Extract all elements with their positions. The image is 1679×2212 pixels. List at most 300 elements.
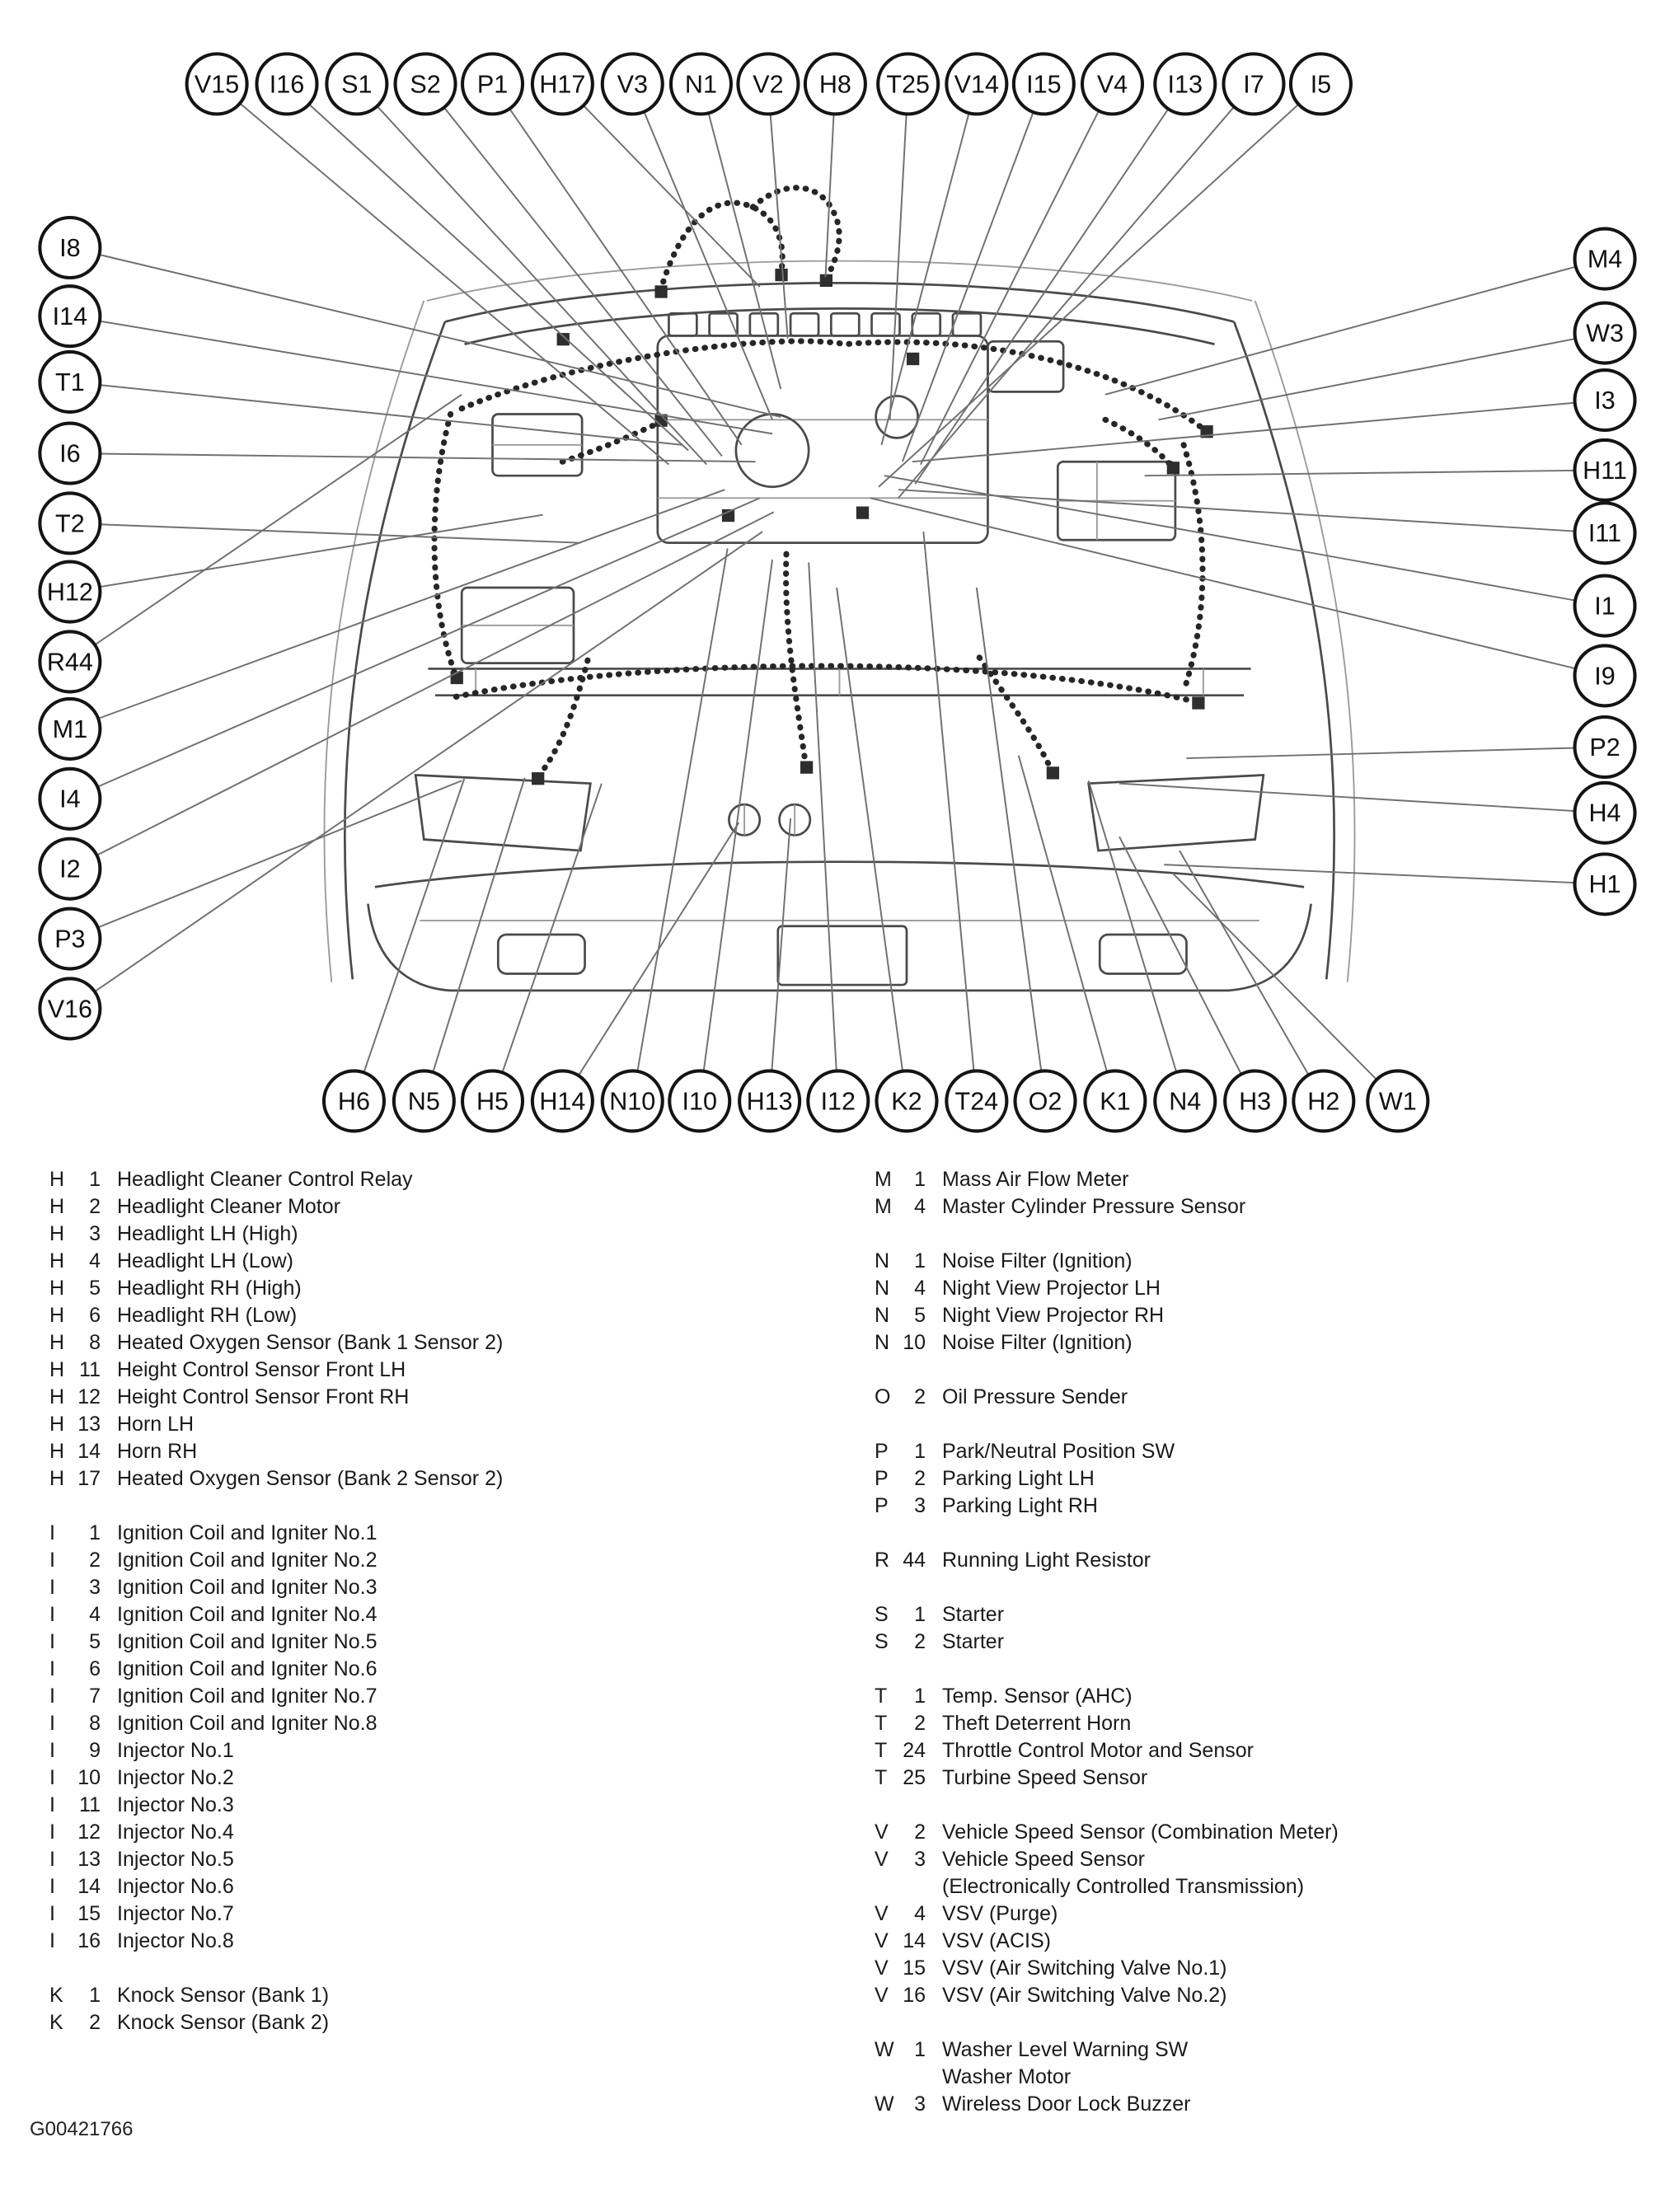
legend-code-letter: H — [49, 1331, 65, 1354]
callout-label: V14 — [954, 70, 1000, 99]
legend-entry — [875, 1683, 1339, 1710]
legend-description: Heated Oxygen Sensor (Bank 1 Sensor 2) — [117, 1331, 504, 1354]
legend-description: Oil Pressure Sender — [942, 1385, 1128, 1408]
legend-group-T — [875, 1683, 1339, 1792]
leader-line — [1164, 865, 1574, 883]
leader-line — [921, 110, 1099, 464]
legend-description: Night View Projector LH — [942, 1277, 1161, 1300]
legend-entry — [875, 1384, 1339, 1411]
callout-label: K2 — [891, 1087, 922, 1116]
legend-code — [49, 1302, 101, 1329]
legend-code-letter: V — [875, 1848, 889, 1871]
legend-code-number: 1 — [89, 1521, 101, 1544]
legend-code-letter: T — [875, 1685, 888, 1708]
legend-code-letter: P — [875, 1494, 889, 1517]
legend-description: Running Light Resistor — [942, 1549, 1151, 1572]
callout-label: H1 — [1588, 870, 1621, 899]
legend-description: Ignition Coil and Igniter No.4 — [117, 1603, 378, 1626]
callout-label: I7 — [1243, 70, 1264, 99]
callout-label: I1 — [1594, 592, 1616, 621]
leader-line — [1089, 780, 1177, 1072]
legend-entry — [49, 1982, 875, 2009]
leader-line — [837, 588, 903, 1071]
legend-code-letter: P — [875, 1440, 889, 1463]
figure-id: G00421766 — [30, 2118, 134, 2140]
callout-P3 — [40, 780, 462, 968]
legend-entry — [875, 1710, 1339, 1737]
leader-line — [898, 107, 1234, 499]
callout-label: N5 — [407, 1087, 440, 1116]
legend-code-letter: N — [875, 1277, 890, 1300]
legend-code-number: 2 — [89, 1195, 101, 1218]
callout-label: W3 — [1586, 319, 1624, 348]
legend-code-letter: I — [49, 1576, 55, 1599]
legend-code-letter: W — [875, 2092, 894, 2116]
callout-I3 — [912, 370, 1635, 462]
legend-code — [49, 1275, 101, 1302]
legend-description: Headlight RH (Low) — [117, 1304, 298, 1327]
callout-label: R44 — [46, 648, 93, 677]
legend-code-number: 17 — [77, 1467, 101, 1490]
legend-description: Vehicle Speed Sensor (Combination Meter) — [942, 1821, 1339, 1844]
legend-entry — [875, 1302, 1339, 1329]
legend-code-letter: M — [875, 1168, 892, 1191]
legend-entry — [875, 1900, 1339, 1928]
legend-group-W — [875, 2036, 1339, 2118]
legend-code-letter: H — [49, 1195, 65, 1218]
legend-entry — [49, 1221, 875, 1248]
legend-description: Injector No.4 — [117, 1821, 234, 1844]
legend-code-number: 1 — [89, 1984, 101, 2007]
engine-bay-illustration — [324, 188, 1354, 991]
legend-entry — [49, 1248, 875, 1275]
legend-code — [49, 1574, 101, 1601]
leader-line — [704, 560, 772, 1071]
legend-description: Headlight RH (High) — [117, 1277, 302, 1300]
leader-line — [771, 114, 788, 339]
leader-line — [96, 512, 773, 855]
legend-entry — [49, 1329, 875, 1357]
legend-code-letter: H — [49, 1222, 65, 1245]
legend-description: Master Cylinder Pressure Sensor — [942, 1195, 1246, 1218]
legend-group-P — [875, 1438, 1339, 1520]
legend-entry — [49, 1357, 875, 1384]
legend-description: VSV (Air Switching Valve No.1) — [942, 1957, 1227, 1980]
legend-code — [875, 1275, 926, 1302]
callout-label: H17 — [539, 70, 586, 99]
legend-code-number: 13 — [77, 1413, 101, 1436]
legend-description: Injector No.5 — [117, 1848, 234, 1871]
legend-code-letter: P — [875, 1467, 889, 1490]
legend-entry — [49, 1900, 875, 1928]
legend-code — [49, 1928, 101, 1955]
legend-code-letter: I — [49, 1712, 55, 1735]
callout-label: M4 — [1587, 245, 1623, 274]
legend-code-number: 13 — [77, 1848, 101, 1871]
legend-description: Headlight LH (High) — [117, 1222, 298, 1245]
legend-code — [49, 1601, 101, 1629]
callout-label: S1 — [341, 70, 373, 99]
legend-description: Headlight Cleaner Control Relay — [117, 1168, 413, 1191]
legend-code-number: 16 — [903, 1984, 926, 2007]
legend-description: Injector No.6 — [117, 1875, 234, 1898]
legend-group-O — [875, 1384, 1339, 1411]
leader-line — [100, 385, 682, 445]
legend-entry — [49, 1438, 875, 1465]
legend-entry — [875, 1275, 1339, 1302]
legend-code — [875, 2091, 926, 2118]
leader-line — [912, 403, 1575, 462]
legend-description: Noise Filter (Ignition) — [942, 1249, 1133, 1272]
legend-code — [875, 1493, 926, 1520]
legend-code-letter: I — [49, 1739, 55, 1762]
legend-description: Knock Sensor (Bank 2) — [117, 2011, 330, 2034]
legend-entry — [875, 1846, 1339, 1873]
legend-code — [49, 1982, 101, 2009]
legend-code — [49, 1357, 101, 1384]
legend-code-letter: T — [875, 1766, 888, 1789]
callout-label: K1 — [1100, 1087, 1131, 1116]
legend-entry — [49, 1193, 875, 1221]
callout-label: S2 — [410, 70, 441, 99]
leader-line — [1145, 471, 1575, 476]
leader-line — [509, 109, 741, 445]
legend-code-number: 2 — [89, 1549, 101, 1572]
legend-description: Park/Neutral Position SW — [942, 1440, 1175, 1463]
legend-entry — [49, 2009, 875, 2036]
callout-N10 — [603, 548, 728, 1131]
legend-entry — [49, 1384, 875, 1411]
legend-code — [875, 1438, 926, 1465]
legend-entry — [875, 1629, 1339, 1656]
legend-code-number: 1 — [914, 1168, 926, 1191]
legend-code-number: 25 — [903, 1766, 926, 1789]
callout-H11 — [1145, 440, 1635, 500]
legend-code — [875, 1384, 926, 1411]
legend-entry — [49, 1792, 875, 1819]
legend-description: Night View Projector RH — [942, 1304, 1165, 1327]
legend-entry — [49, 1656, 875, 1683]
leader-line — [884, 476, 1575, 600]
legend-code-number: 10 — [903, 1331, 926, 1354]
callout-S1 — [326, 54, 706, 464]
legend-code-number: 2 — [914, 1630, 926, 1653]
callout-label: N4 — [1169, 1087, 1202, 1116]
callout-label: V3 — [617, 70, 648, 99]
legend-code — [875, 1683, 926, 1710]
legend-entry — [49, 1520, 875, 1547]
legend-code-letter: V — [875, 1821, 889, 1844]
legend-entry — [875, 1329, 1339, 1357]
leader-line — [377, 106, 706, 465]
legend-entry — [49, 1574, 875, 1601]
legend-entry — [875, 1547, 1339, 1574]
legend-code-number: 14 — [77, 1875, 101, 1898]
callout-label: T25 — [886, 70, 930, 99]
legend-description: Headlight LH (Low) — [117, 1249, 293, 1272]
legend-code-number: 2 — [914, 1467, 926, 1490]
legend-code — [875, 1329, 926, 1357]
legend-description: Ignition Coil and Igniter No.3 — [117, 1576, 378, 1599]
legend-code-number: 7 — [89, 1685, 101, 1708]
callout-I14 — [40, 286, 772, 433]
legend-entry — [875, 1193, 1339, 1221]
legend-code-letter: V — [875, 1902, 889, 1925]
legend-description: Height Control Sensor Front RH — [117, 1385, 410, 1408]
leader-line — [433, 778, 524, 1072]
legend-entry-continuation — [875, 1873, 1339, 1900]
callout-label: V16 — [47, 995, 93, 1024]
leader-line — [879, 105, 1298, 487]
callout-label: V4 — [1096, 70, 1128, 99]
legend-description: Starter — [942, 1630, 1005, 1653]
leader-line — [95, 395, 462, 645]
legend-entry — [875, 2091, 1339, 2118]
legend-code — [49, 1384, 101, 1411]
legend-code-number: 1 — [914, 1685, 926, 1708]
legend-entry — [875, 1493, 1339, 1520]
callout-label: H4 — [1588, 799, 1621, 827]
legend-code-letter: I — [49, 1821, 55, 1844]
legend-group-N — [875, 1248, 1339, 1357]
legend-code — [49, 1411, 101, 1438]
legend-description: Starter — [942, 1603, 1005, 1626]
legend-code-number: 15 — [903, 1957, 926, 1980]
callout-label: O2 — [1028, 1087, 1062, 1116]
legend-code — [875, 2064, 926, 2091]
legend-entry — [49, 1302, 875, 1329]
legend-code-number: 5 — [89, 1630, 101, 1653]
legend-description: Theft Deterrent Horn — [942, 1712, 1132, 1735]
legend-group-S — [875, 1601, 1339, 1656]
legend-code-letter: V — [875, 1957, 889, 1980]
legend-code-number: 4 — [914, 1902, 926, 1925]
leader-line — [1186, 748, 1574, 759]
callout-label: V15 — [194, 70, 240, 99]
callout-label: I14 — [52, 302, 88, 331]
legend-left-column — [49, 1166, 875, 2145]
legend-code — [49, 1656, 101, 1683]
legend-code-letter: K — [49, 2011, 63, 2034]
legend-entry — [49, 1846, 875, 1873]
legend-code-letter: H — [49, 1304, 65, 1327]
callout-label: M1 — [52, 715, 88, 743]
legend-code — [49, 1764, 101, 1792]
legend-code-letter: I — [49, 1929, 55, 1952]
leader-line — [363, 778, 464, 1073]
legend-code — [49, 1846, 101, 1873]
legend-code — [875, 1166, 926, 1193]
legend-code-number: 1 — [89, 1168, 101, 1191]
callout-I1 — [884, 476, 1635, 635]
legend-entry — [49, 1764, 875, 1792]
leader-line — [977, 588, 1041, 1071]
callout-label: H8 — [818, 70, 851, 99]
legend-entry — [49, 1710, 875, 1737]
legend-code-number: 2 — [914, 1821, 926, 1844]
legend-code-letter: N — [875, 1331, 890, 1354]
legend-code-number: 14 — [903, 1929, 926, 1952]
legend-entry — [49, 1465, 875, 1493]
legend-code-letter: I — [49, 1793, 55, 1816]
callout-label: I8 — [59, 233, 81, 262]
legend-description: Injector No.7 — [117, 1902, 234, 1925]
legend-code — [875, 1710, 926, 1737]
legend-code-letter: N — [875, 1249, 890, 1272]
legend-code — [875, 1764, 926, 1792]
legend-code-letter: I — [49, 1848, 55, 1871]
legend-code-number: 2 — [89, 2011, 101, 2034]
legend-code-number: 12 — [77, 1385, 101, 1408]
legend-code-letter: I — [49, 1521, 55, 1544]
callout-I2 — [40, 512, 773, 898]
legend-entry — [875, 1248, 1339, 1275]
legend-code-number: 1 — [914, 1440, 926, 1463]
leader-line — [826, 114, 834, 277]
legend-code-number: 1 — [914, 1603, 926, 1626]
legend-code-letter: T — [875, 1712, 888, 1735]
legend-description: Headlight Cleaner Motor — [117, 1195, 340, 1218]
callout-label: T2 — [55, 509, 85, 538]
legend-entry — [49, 1873, 875, 1900]
leader-line — [890, 114, 907, 419]
leader-line — [1119, 784, 1575, 811]
legend-code-number: 8 — [89, 1712, 101, 1735]
legend-code — [49, 1465, 101, 1493]
legend-code — [49, 1193, 101, 1221]
legend-entry — [875, 1465, 1339, 1493]
legend-code-number: 4 — [914, 1277, 926, 1300]
legend-code-number: 1 — [914, 1249, 926, 1272]
legend-code — [875, 1248, 926, 1275]
callout-P2 — [1186, 717, 1634, 777]
legend-description: (Electronically Controlled Transmission) — [942, 1875, 1305, 1898]
legend-entry — [49, 1411, 875, 1438]
legend-code — [49, 1248, 101, 1275]
leader-line — [771, 818, 790, 1071]
leader-line — [915, 109, 1168, 484]
legend-code-number: 44 — [903, 1549, 926, 1572]
callout-label: H13 — [746, 1087, 793, 1116]
legend-entry — [49, 1601, 875, 1629]
legend-code-number: 5 — [89, 1277, 101, 1300]
leader-line — [444, 107, 722, 456]
leader-line — [584, 105, 760, 287]
leader-line — [502, 784, 602, 1073]
legend-code — [875, 1737, 926, 1764]
legend-code-letter: I — [49, 1603, 55, 1626]
callout-label: H5 — [476, 1087, 509, 1116]
legend-code — [49, 1683, 101, 1710]
legend-description: Horn RH — [117, 1440, 198, 1463]
leader-line — [1173, 873, 1377, 1080]
legend-code-number: 3 — [914, 2092, 926, 2116]
leader-line — [1119, 837, 1241, 1074]
legend-code — [875, 1900, 926, 1928]
legend-code-letter: I — [49, 1875, 55, 1898]
legend-entry — [875, 1764, 1339, 1792]
legend-code-letter: H — [49, 1277, 65, 1300]
legend-entry-continuation — [875, 2064, 1339, 2091]
legend-code-number: 24 — [903, 1739, 926, 1762]
legend-entry — [875, 1955, 1339, 1982]
legend-code-number: 14 — [77, 1440, 101, 1463]
callout-label: I6 — [59, 439, 81, 468]
legend-group-K — [49, 1982, 875, 2036]
legend-right-column — [875, 1166, 1339, 2145]
legend-entry — [49, 1928, 875, 1955]
callout-label: I5 — [1310, 70, 1332, 99]
legend-entry — [875, 1928, 1339, 1955]
callout-T24 — [923, 532, 1006, 1131]
legend-code — [875, 1601, 926, 1629]
callout-label: I3 — [1594, 386, 1616, 415]
legend-description: Horn LH — [117, 1413, 195, 1436]
legend-code-letter: V — [875, 1929, 889, 1952]
legend-entry — [49, 1629, 875, 1656]
legend-code-letter: I — [49, 1766, 55, 1789]
legend-code-number: 5 — [914, 1304, 926, 1327]
callout-label: N10 — [609, 1087, 656, 1116]
callout-label: H6 — [337, 1087, 370, 1116]
legend-description: Injector No.1 — [117, 1739, 234, 1762]
legend-description: Ignition Coil and Igniter No.5 — [117, 1630, 378, 1653]
legend-description: Mass Air Flow Meter — [942, 1168, 1129, 1191]
callout-label: P2 — [1589, 733, 1620, 762]
callout-label: V2 — [753, 70, 784, 99]
legend-description: Ignition Coil and Igniter No.1 — [117, 1521, 378, 1544]
callout-H12 — [40, 515, 542, 622]
legend-code-number: 11 — [79, 1793, 101, 1816]
legend-code — [875, 1955, 926, 1982]
callout-H4 — [1119, 783, 1635, 843]
legend-code-letter: O — [875, 1385, 891, 1408]
legend-code-number: 3 — [914, 1494, 926, 1517]
legend-code-letter: S — [875, 1603, 889, 1626]
legend-description: Temp. Sensor (AHC) — [942, 1685, 1133, 1708]
legend-entry — [49, 1683, 875, 1710]
leader-line — [100, 321, 772, 434]
legend-code-letter: I — [49, 1902, 55, 1925]
legend-entry — [875, 2036, 1339, 2064]
legend-code-number: 3 — [89, 1222, 101, 1245]
legend-description: Parking Light RH — [942, 1494, 1098, 1517]
legend-code — [875, 1873, 926, 1900]
legend-code-number: 6 — [89, 1657, 101, 1680]
legend-group-R — [875, 1547, 1339, 1574]
legend-code — [49, 1900, 101, 1928]
legend-code-number: 4 — [89, 1603, 101, 1626]
callout-label: I10 — [682, 1087, 717, 1116]
legend-code — [875, 1846, 926, 1873]
legend-code — [875, 1928, 926, 1955]
legend-code — [49, 1547, 101, 1574]
legend-description: Throttle Control Motor and Sensor — [942, 1739, 1254, 1762]
legend-code — [49, 1166, 101, 1193]
legend-entry — [875, 1438, 1339, 1465]
callout-label: T1 — [55, 368, 85, 396]
callout-H8 — [805, 54, 865, 277]
legend-code-number: 15 — [77, 1902, 101, 1925]
callout-label: H11 — [1583, 456, 1627, 485]
legend-description: Ignition Coil and Igniter No.8 — [117, 1712, 378, 1735]
callout-R44 — [40, 395, 462, 692]
callout-T1 — [40, 352, 682, 445]
legend-description: Ignition Coil and Igniter No.6 — [117, 1657, 378, 1680]
legend-code-letter: H — [49, 1249, 65, 1272]
leader-line — [98, 490, 725, 719]
callout-label: I13 — [1167, 70, 1203, 99]
